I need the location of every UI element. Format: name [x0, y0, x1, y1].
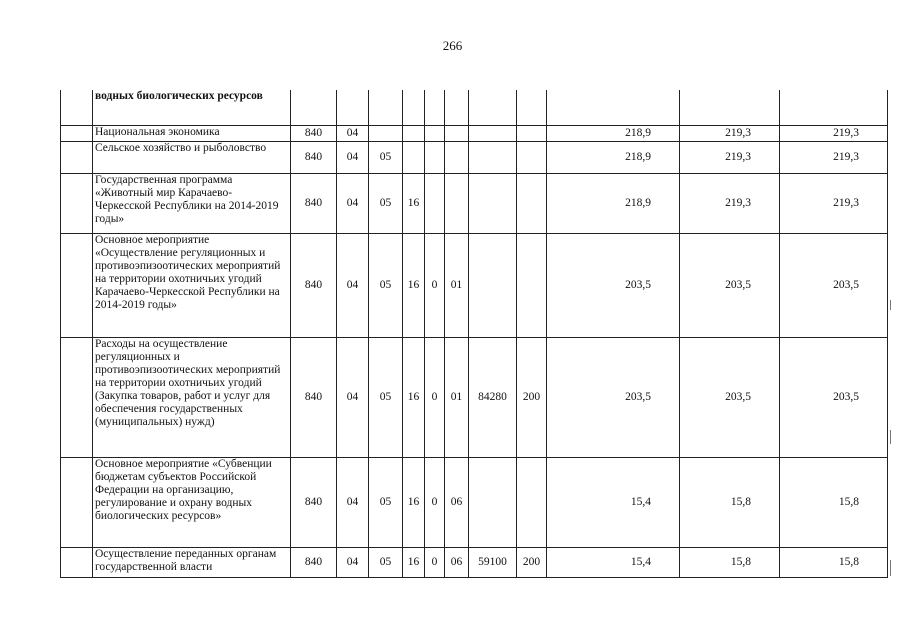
direction-code-cell: 59100: [469, 547, 517, 577]
scan-artifact-mark: [890, 430, 891, 444]
table-row: [61, 233, 888, 337]
subsection-cell: 05: [369, 233, 403, 337]
table-row: [61, 457, 888, 547]
amount-year-3-cell: 203,5: [780, 233, 888, 337]
amount-year-1-cell: 15,4: [547, 457, 680, 547]
subsection-cell: 05: [369, 547, 403, 577]
grbs-cell: 840: [291, 125, 337, 141]
amount-year-3-cell: 219,3: [780, 173, 888, 233]
row-number-cell: [61, 547, 93, 577]
amount-year-2-cell: 15,8: [680, 547, 780, 577]
grbs-cell: [291, 90, 337, 125]
section-cell: 04: [337, 233, 369, 337]
measure-code-cell: 01: [445, 233, 469, 337]
amount-year-2-cell: [680, 90, 780, 125]
item-name-cell: Осуществление переданных органам государственной власти: [93, 547, 291, 577]
amount-year-1-cell: 15,4: [547, 547, 680, 577]
section-cell: 04: [337, 173, 369, 233]
item-name-cell: Национальная экономика: [93, 125, 291, 141]
amount-year-3-cell: 203,5: [780, 337, 888, 457]
subprogram-code-cell: [425, 90, 445, 125]
row-number-cell: [61, 457, 93, 547]
table-row: [61, 90, 888, 125]
table-row: [61, 125, 888, 141]
program-code-cell: 16: [403, 233, 425, 337]
grbs-cell: 840: [291, 233, 337, 337]
program-code-cell: 16: [403, 337, 425, 457]
measure-code-cell: [445, 173, 469, 233]
subprogram-code-cell: 0: [425, 457, 445, 547]
item-name-cell: водных биологических ресурсов: [93, 90, 291, 125]
item-name-cell: Основное мероприятие «Осуществление регуляционных и противоэпизоотических мероприятий на территории охотничьих угодий Карачаево-Черкесской Республики на 2014-2019 годы»: [93, 233, 291, 337]
subprogram-code-cell: [425, 173, 445, 233]
direction-code-cell: [469, 173, 517, 233]
expense-type-cell: 200: [517, 337, 547, 457]
row-number-cell: [61, 233, 93, 337]
amount-year-2-cell: 219,3: [680, 141, 780, 173]
amount-year-2-cell: 219,3: [680, 173, 780, 233]
measure-code-cell: [445, 90, 469, 125]
program-code-cell: [403, 125, 425, 141]
budget-table: [60, 90, 888, 578]
row-number-cell: [61, 173, 93, 233]
item-name-cell: Сельское хозяйство и рыболовство: [93, 141, 291, 173]
subprogram-code-cell: 0: [425, 233, 445, 337]
expense-type-cell: [517, 457, 547, 547]
amount-year-2-cell: 203,5: [680, 233, 780, 337]
amount-year-1-cell: 218,9: [547, 173, 680, 233]
grbs-cell: 840: [291, 547, 337, 577]
table-row: [61, 173, 888, 233]
row-number-cell: [61, 125, 93, 141]
measure-code-cell: [445, 125, 469, 141]
measure-code-cell: [445, 141, 469, 173]
measure-code-cell: 06: [445, 547, 469, 577]
item-name-cell: Расходы на осуществление регуляционных и противоэпизоотических мероприятий на территории охотничьих угодий (Закупка товаров, работ и услуг для обеспечения государственных (муниципальных) нужд): [93, 337, 291, 457]
amount-year-3-cell: 219,3: [780, 141, 888, 173]
subprogram-code-cell: [425, 141, 445, 173]
expense-type-cell: [517, 141, 547, 173]
item-name-cell: Государственная программа «Животный мир Карачаево-Черкесской Республики на 2014-2019 годы»: [93, 173, 291, 233]
direction-code-cell: [469, 457, 517, 547]
subsection-cell: 05: [369, 173, 403, 233]
amount-year-3-cell: 15,8: [780, 457, 888, 547]
scan-artifact-mark: [890, 560, 891, 576]
direction-code-cell: [469, 90, 517, 125]
row-number-cell: [61, 90, 93, 125]
expense-type-cell: [517, 90, 547, 125]
direction-code-cell: [469, 141, 517, 173]
row-number-cell: [61, 337, 93, 457]
scan-artifact-mark: [890, 300, 891, 310]
section-cell: 04: [337, 125, 369, 141]
grbs-cell: 840: [291, 141, 337, 173]
amount-year-1-cell: 203,5: [547, 337, 680, 457]
item-name-cell: Основное мероприятие «Субвенции бюджетам субъектов Российской Федерации на организацию, регулирование и охрану водных биологических ресурсов»: [93, 457, 291, 547]
subprogram-code-cell: 0: [425, 547, 445, 577]
table-row: [61, 141, 888, 173]
measure-code-cell: 01: [445, 337, 469, 457]
direction-code-cell: [469, 233, 517, 337]
amount-year-1-cell: [547, 90, 680, 125]
grbs-cell: 840: [291, 337, 337, 457]
expense-type-cell: 200: [517, 547, 547, 577]
subsection-cell: [369, 125, 403, 141]
section-cell: 04: [337, 141, 369, 173]
expense-type-cell: [517, 233, 547, 337]
table-row: [61, 337, 888, 457]
page-number: 266: [442, 38, 463, 53]
subsection-cell: 05: [369, 141, 403, 173]
expense-type-cell: [517, 173, 547, 233]
section-cell: 04: [337, 457, 369, 547]
amount-year-1-cell: 203,5: [547, 233, 680, 337]
amount-year-2-cell: 15,8: [680, 457, 780, 547]
direction-code-cell: 84280: [469, 337, 517, 457]
amount-year-3-cell: [780, 90, 888, 125]
direction-code-cell: [469, 125, 517, 141]
subprogram-code-cell: 0: [425, 337, 445, 457]
section-cell: [337, 90, 369, 125]
table-row: [61, 547, 888, 577]
amount-year-2-cell: 203,5: [680, 337, 780, 457]
program-code-cell: [403, 141, 425, 173]
amount-year-1-cell: 218,9: [547, 125, 680, 141]
section-cell: 04: [337, 337, 369, 457]
program-code-cell: 16: [403, 457, 425, 547]
amount-year-3-cell: 15,8: [780, 547, 888, 577]
subsection-cell: 05: [369, 337, 403, 457]
program-code-cell: 16: [403, 173, 425, 233]
grbs-cell: 840: [291, 457, 337, 547]
subsection-cell: 05: [369, 457, 403, 547]
amount-year-2-cell: 219,3: [680, 125, 780, 141]
amount-year-3-cell: 219,3: [780, 125, 888, 141]
program-code-cell: [403, 90, 425, 125]
row-number-cell: [61, 141, 93, 173]
amount-year-1-cell: 218,9: [547, 141, 680, 173]
program-code-cell: 16: [403, 547, 425, 577]
expense-type-cell: [517, 125, 547, 141]
subsection-cell: [369, 90, 403, 125]
subprogram-code-cell: [425, 125, 445, 141]
section-cell: 04: [337, 547, 369, 577]
grbs-cell: 840: [291, 173, 337, 233]
measure-code-cell: 06: [445, 457, 469, 547]
